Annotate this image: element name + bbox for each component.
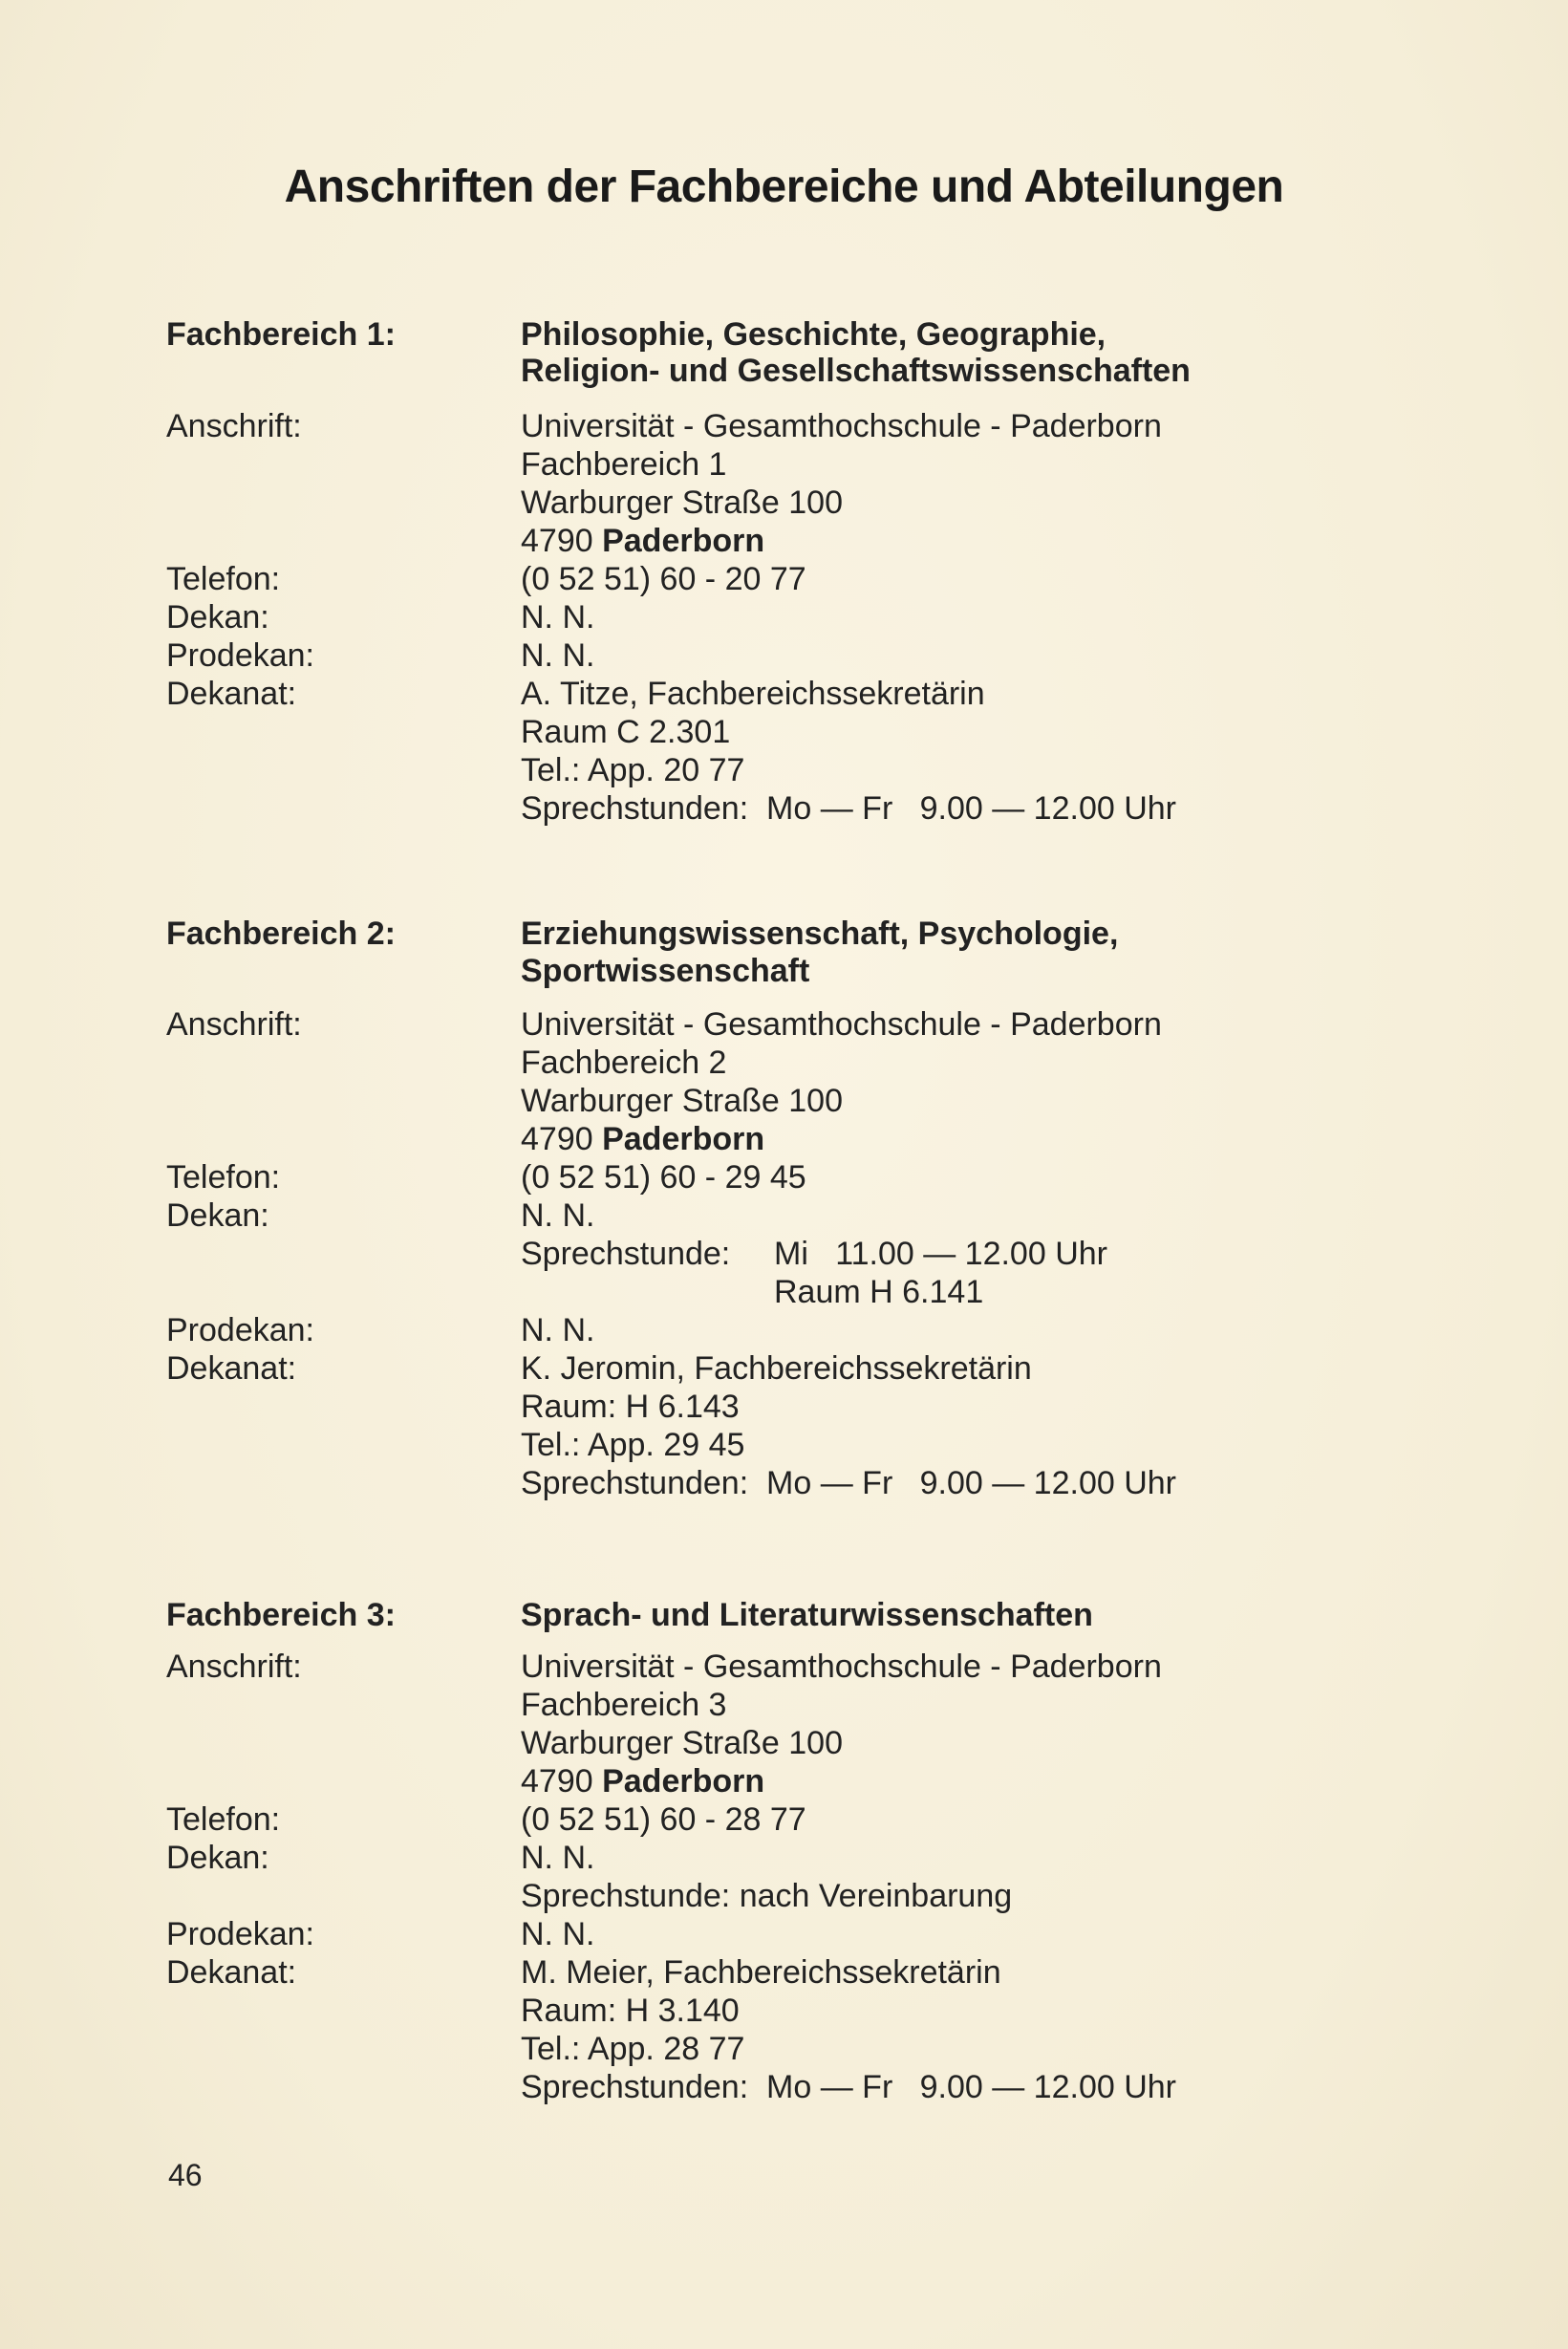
dekan-value: N. N.	[521, 1840, 595, 1876]
section-header-label: Fachbereich 3:	[166, 1597, 396, 1633]
postal-code: 4790	[521, 1763, 593, 1799]
sprechstunde-label: Sprechstunde:	[521, 1236, 731, 1272]
address-line: Universität - Gesamthochschule - Paderborn	[521, 1649, 1162, 1685]
telefon-value: (0 52 51) 60 - 20 77	[521, 561, 806, 597]
telefon-value: (0 52 51) 60 - 28 77	[521, 1801, 806, 1838]
address-line: Warburger Straße 100	[521, 485, 843, 521]
prodekan-label: Prodekan:	[166, 637, 314, 674]
address-city-line	[521, 1120, 764, 1158]
address-line: Universität - Gesamthochschule - Paderborn	[521, 408, 1162, 444]
dekanat-line: Raum: H 6.143	[521, 1389, 740, 1425]
postal-code: 4790	[521, 523, 593, 559]
prodekan-label: Prodekan:	[166, 1916, 314, 1952]
section-header-title-cont: Sportwissenschaft	[521, 953, 810, 989]
sprechstunde-value: Sprechstunde: nach Vereinbarung	[521, 1878, 1013, 1914]
dekan-label: Dekan:	[166, 599, 269, 636]
dekanat-line: Tel.: App. 29 45	[521, 1427, 745, 1463]
page-number: 46	[168, 2158, 203, 2192]
dekanat-label: Dekanat:	[166, 1954, 297, 1991]
anschrift-label: Anschrift:	[166, 1649, 302, 1685]
address-line: Fachbereich 3	[521, 1687, 727, 1723]
dekanat-line: Raum C 2.301	[521, 714, 731, 750]
postal-code: 4790	[521, 1121, 593, 1157]
city-name: Paderborn	[602, 1121, 765, 1157]
dekanat-line: M. Meier, Fachbereichssekretärin	[521, 1954, 1001, 1991]
prodekan-value: N. N.	[521, 1916, 595, 1952]
dekanat-line: Tel.: App. 28 77	[521, 2031, 745, 2067]
dekanat-hours: Sprechstunden: Mo — Fr 9.00 — 12.00 Uhr	[521, 790, 1176, 827]
section-header-title-cont: Religion- und Gesellschaftswissenschaften	[521, 353, 1191, 389]
address-line: Universität - Gesamthochschule - Paderborn	[521, 1006, 1162, 1043]
address-line: Warburger Straße 100	[521, 1725, 843, 1761]
address-city-line	[521, 522, 764, 560]
dekanat-line: A. Titze, Fachbereichssekretärin	[521, 676, 985, 712]
prodekan-value: N. N.	[521, 637, 595, 674]
address-city-line	[521, 1762, 764, 1800]
section-header-title: Philosophie, Geschichte, Geographie,	[521, 316, 1106, 353]
dekanat-line: Tel.: App. 20 77	[521, 752, 745, 788]
sprechstunde-room: Raum H 6.141	[774, 1274, 984, 1310]
dekan-label: Dekan:	[166, 1840, 269, 1876]
sprechstunde-value: Mi 11.00 — 12.00 Uhr	[774, 1236, 1107, 1272]
dekanat-line: K. Jeromin, Fachbereichssekretärin	[521, 1350, 1032, 1387]
anschrift-label: Anschrift:	[166, 1006, 302, 1043]
prodekan-label: Prodekan:	[166, 1312, 314, 1348]
address-line: Warburger Straße 100	[521, 1083, 843, 1119]
telefon-value: (0 52 51) 60 - 29 45	[521, 1159, 806, 1196]
dekanat-hours: Sprechstunden: Mo — Fr 9.00 — 12.00 Uhr	[521, 2069, 1176, 2105]
dekanat-label: Dekanat:	[166, 676, 297, 712]
anschrift-label: Anschrift:	[166, 408, 302, 444]
prodekan-value: N. N.	[521, 1312, 595, 1348]
telefon-label: Telefon:	[166, 1159, 281, 1196]
address-line: Fachbereich 2	[521, 1045, 727, 1081]
page-title: Anschriften der Fachbereiche und Abteilungen	[284, 162, 1284, 212]
telefon-label: Telefon:	[166, 561, 281, 597]
section-header-label: Fachbereich 1:	[166, 316, 396, 353]
dekanat-hours: Sprechstunden: Mo — Fr 9.00 — 12.00 Uhr	[521, 1465, 1176, 1501]
address-line: Fachbereich 1	[521, 446, 727, 483]
dekan-value: N. N.	[521, 599, 595, 636]
city-name: Paderborn	[602, 523, 765, 559]
dekan-label: Dekan:	[166, 1197, 269, 1234]
section-header-title: Sprach- und Literaturwissenschaften	[521, 1597, 1093, 1633]
telefon-label: Telefon:	[166, 1801, 281, 1838]
city-name: Paderborn	[602, 1763, 765, 1799]
section-header-label: Fachbereich 2:	[166, 916, 396, 952]
section-header-title: Erziehungswissenschaft, Psychologie,	[521, 916, 1119, 952]
dekanat-label: Dekanat:	[166, 1350, 297, 1387]
dekan-value: N. N.	[521, 1197, 595, 1234]
dekanat-line: Raum: H 3.140	[521, 1993, 740, 2029]
